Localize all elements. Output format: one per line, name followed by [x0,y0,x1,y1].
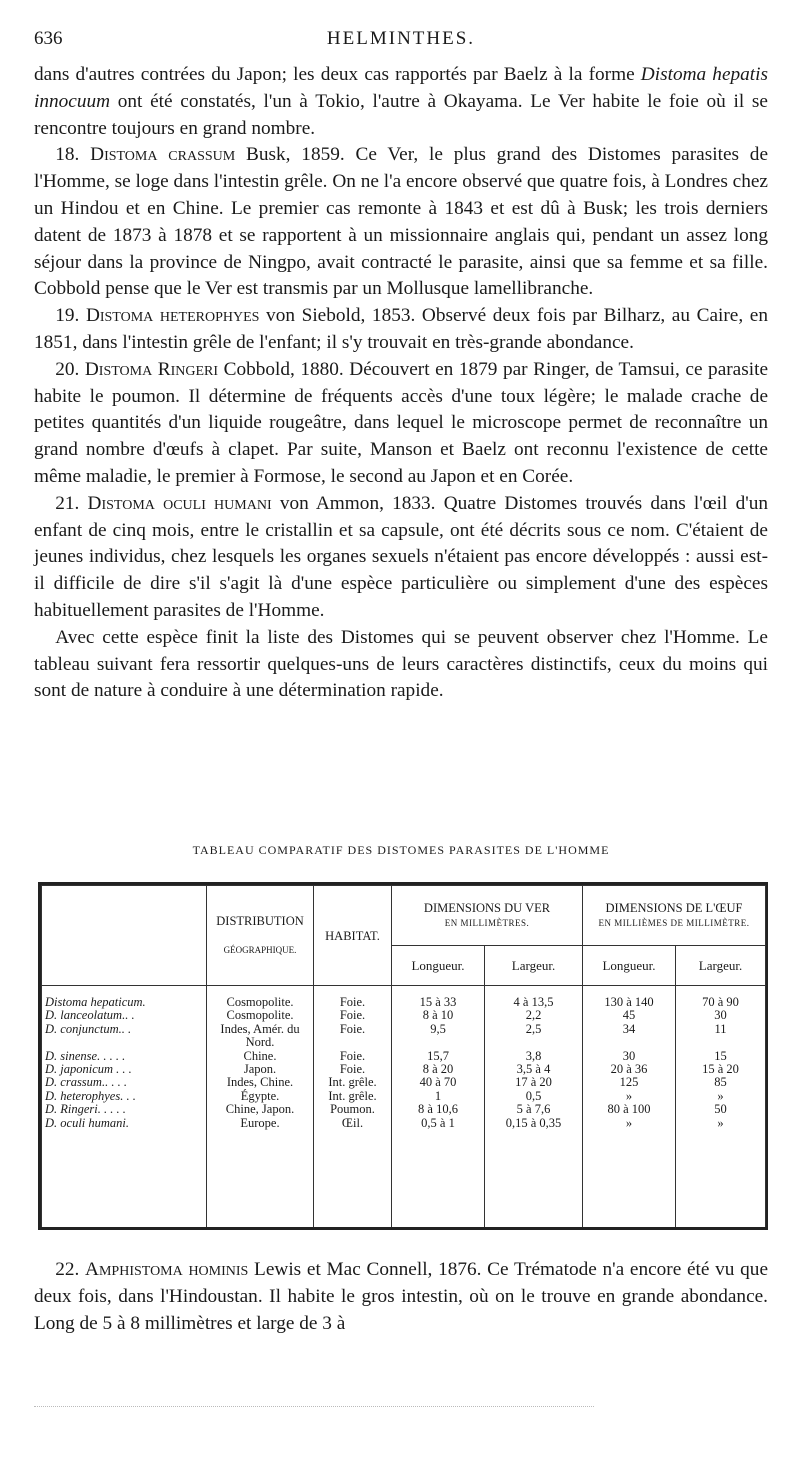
paragraph-continuation: dans d'autres contrées du Japon; les deux cas rapportés par Baelz à la forme Distoma hepatis innocuum ont été constatés, l'un à Tokio, l'autre à Okayama. Le Ver habite le foie où il se rencontre toujours en grand nombre. [34,64,768,139]
running-head: HELMINTHES. [326,28,476,49]
cell-oeuf-largeur: 15 [676,1050,766,1063]
header-oeuf-longueur: Longueur. [583,946,676,986]
species-name: Amphistoma hominis [85,1259,249,1280]
cell-distribution: Chine. [207,1050,314,1063]
cell-oeuf-longueur: » [583,1090,676,1103]
cell-ver-largeur: 3,5 à 4 [485,1063,583,1076]
table-row [42,1090,766,1103]
cell-habitat: Foie. [314,1063,392,1076]
cell-habitat: Int. grêle. [314,1076,392,1089]
cell-habitat: Foie. [314,1023,392,1050]
cell-species: D. heterophyes. . . [42,1090,207,1103]
header-species [42,886,207,986]
header-distribution: DISTRIBUTION GÉOGRAPHIQUE. [207,886,314,986]
cell-oeuf-longueur: 30 [583,1050,676,1063]
cell-distribution: Chine, Japon. [207,1103,314,1116]
species-name: Distoma oculi humani [87,492,272,514]
table-row [42,1103,766,1116]
table-filler [42,1130,766,1227]
cell-habitat: Œil. [314,1117,392,1130]
cell-habitat: Foie. [314,1009,392,1022]
body-text [34,62,768,705]
species-name: Distoma heterophyes [85,305,260,327]
cell-species: Distoma hepaticum. [42,986,207,1010]
table-row [42,1050,766,1063]
header-ver-largeur: Largeur. [485,946,583,986]
body-text-bottom [34,1256,768,1337]
cell-distribution: Cosmopolite. [207,986,314,1010]
cell-oeuf-largeur: 70 à 90 [676,986,766,1010]
cell-oeuf-largeur: 15 à 20 [676,1063,766,1076]
cell-species: D. conjunctum.. . [42,1023,207,1050]
cell-oeuf-largeur: 11 [676,1023,766,1050]
cell-ver-largeur: 3,8 [485,1050,583,1063]
cell-ver-longueur: 15 à 33 [392,986,485,1010]
cell-ver-longueur: 8 à 10,6 [392,1103,485,1116]
paragraph-21: 21. Distoma oculi humani von Ammon, 1833. Quatre Distomes trouvés dans l'œil d'un enfant de cinq mois, entre le cristallin et sa capsule, ont été décrits sous ce nom. C'étaient de jeunes individus, chez lesquels les organes sexuels n'étaient pas encore développés : aussi est-il difficile de dire s'il s'agit là d'une espèce particulière ou simplement d'une des espèces habituellement parasites de l'Homme. [34,492,768,621]
cell-ver-longueur: 8 à 10 [392,1009,485,1022]
cell-oeuf-longueur: » [583,1117,676,1130]
page-number: 636 [34,28,63,49]
paragraph-19: 19. Distoma heterophyes von Siebold, 1853. Observé deux fois par Bilharz, au Caire, en 1851, dans l'intestin grêle de l'enfant; il s'y trouvait en très-grande abondance. [34,305,768,353]
cell-distribution: Cosmopolite. [207,1009,314,1022]
bottom-rule [34,1406,594,1407]
cell-distribution: Indes, Amér. du Nord. [207,1023,314,1050]
cell-habitat: Foie. [314,986,392,1010]
cell-ver-longueur: 9,5 [392,1023,485,1050]
cell-habitat: Int. grêle. [314,1090,392,1103]
species-name: Distoma hepatis innocuum [34,64,768,112]
header-dimensions-oeuf: DIMENSIONS DE L'ŒUF EN MILLIÈMES DE MILLIMÈTRE. [583,886,766,946]
cell-ver-longueur: 40 à 70 [392,1076,485,1089]
paragraph-final: Avec cette espèce finit la liste des Distomes qui se peuvent observer chez l'Homme. Le tableau suivant fera ressortir quelques-uns de leurs caractères distinctifs, ceux du moins qui sont de nature à conduire à une détermination rapide. [34,626,768,702]
paragraph-22: 22. Amphistoma hominis Lewis et Mac Connell, 1876. Ce Trématode n'a encore été vu que deux fois, dans l'Hindoustan. Il habite le gros intestin, où on le trouve en grande abondance. Long de 5 à 8 millimètres et large de 3 à [34,1259,768,1334]
cell-distribution: Indes, Chine. [207,1076,314,1089]
paragraph-18: 18. Distoma crassum Busk, 1859. Ce Ver, le plus grand des Distomes parasites de l'Homme, se loge dans l'intestin grêle. On ne l'a encore observé que quatre fois, à Londres chez un Hindou et en Chine. Le premier cas remonte à 1843 et est dû à Busk; les trois derniers datent de 1873 à 1878 et se rapportent à un missionnaire anglais qui, pendant un assez long séjour dans la province de Ningpo, avait contracté le parasite, ainsi que sa femme et sa fille. Cobbold pense que le Ver est transmis par un Mollusque lamellibranche. [34,144,769,300]
cell-ver-longueur: 1 [392,1090,485,1103]
cell-oeuf-longueur: 34 [583,1023,676,1050]
cell-oeuf-longueur: 80 à 100 [583,1103,676,1116]
table-row [42,1009,766,1022]
cell-ver-largeur: 17 à 20 [485,1076,583,1089]
cell-species: D. sinense. . . . . [42,1050,207,1063]
cell-ver-longueur: 15,7 [392,1050,485,1063]
page-header [34,28,768,52]
header-habitat: HABITAT. [314,886,392,986]
cell-oeuf-largeur: » [676,1117,766,1130]
cell-species: D. japonicum . . . [42,1063,207,1076]
species-name: Distoma Ringeri [84,358,219,380]
table-row [42,1023,766,1050]
cell-oeuf-longueur: 125 [583,1076,676,1089]
cell-oeuf-longueur: 45 [583,1009,676,1022]
cell-oeuf-largeur: 50 [676,1103,766,1116]
table-row [42,1063,766,1076]
cell-oeuf-largeur: » [676,1090,766,1103]
cell-species: D. Ringeri. . . . . [42,1103,207,1116]
header-ver-longueur: Longueur. [392,946,485,986]
table-row [42,986,766,1010]
paragraph-20: 20. Distoma Ringeri Cobbold, 1880. Découvert en 1879 par Ringer, de Tamsui, ce parasite habite le poumon. Il détermine de fréquents accès d'une toux légère; le malade crache de petites quantités d'un liquide rougeâtre, dans lequel le microscope permet de reconnaître un grand nombre d'œufs à clapet. Par suite, Manson et Baelz ont reconnu l'existence de cette même maladie, le premier à Formose, le second au Japon et en Corée. [34,358,769,487]
cell-oeuf-longueur: 130 à 140 [583,986,676,1010]
cell-ver-largeur: 2,2 [485,1009,583,1022]
cell-oeuf-longueur: 20 à 36 [583,1063,676,1076]
cell-ver-largeur: 0,15 à 0,35 [485,1117,583,1130]
table-row [42,1076,766,1089]
cell-oeuf-largeur: 30 [676,1009,766,1022]
header-oeuf-largeur: Largeur. [676,946,766,986]
table-row [42,1117,766,1130]
table-caption: TABLEAU COMPARATIF DES DISTOMES PARASITES DE L'HOMME [192,843,610,857]
cell-distribution: Égypte. [207,1090,314,1103]
cell-species: D. lanceolatum.. . [42,1009,207,1022]
cell-distribution: Europe. [207,1117,314,1130]
comparison-table [38,882,768,1230]
cell-oeuf-largeur: 85 [676,1076,766,1089]
cell-ver-largeur: 2,5 [485,1023,583,1050]
cell-ver-longueur: 8 à 20 [392,1063,485,1076]
cell-distribution: Japon. [207,1063,314,1076]
cell-habitat: Foie. [314,1050,392,1063]
header-dimensions-ver: DIMENSIONS DU VER EN MILLIMÈTRES. [392,886,583,946]
cell-ver-largeur: 4 à 13,5 [485,986,583,1010]
cell-species: D. crassum.. . . . [42,1076,207,1089]
cell-ver-largeur: 0,5 [485,1090,583,1103]
species-name: Distoma crassum [90,144,236,166]
cell-species: D. oculi humani. [42,1117,207,1130]
cell-habitat: Poumon. [314,1103,392,1116]
cell-ver-longueur: 0,5 à 1 [392,1117,485,1130]
cell-ver-largeur: 5 à 7,6 [485,1103,583,1116]
